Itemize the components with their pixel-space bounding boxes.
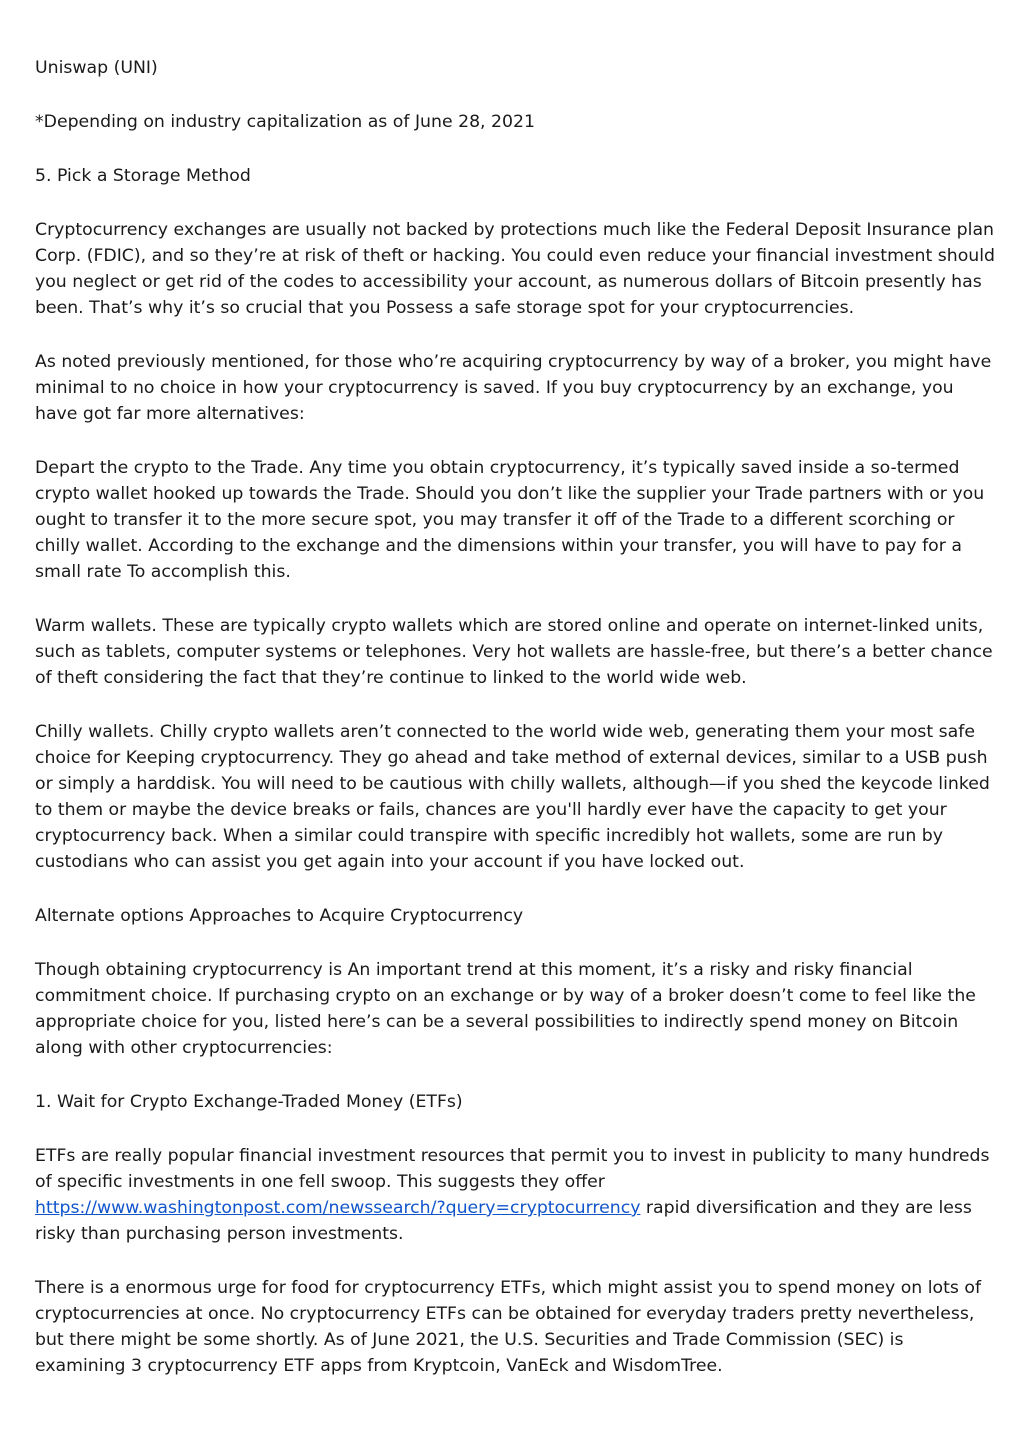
- section-heading-alternatives: Alternate options Approaches to Acquire Cryptocurrency: [35, 906, 524, 926]
- paragraph-etfs-text-before: ETFs are really popular financial investment resources that permit you to invest in publicity to many hundreds of specific investments in one fell swoop. This suggests they offer: [35, 1146, 990, 1192]
- washingtonpost-link[interactable]: https://www.washingtonpost.com/newssearch/?query=cryptocurrency: [35, 1198, 641, 1218]
- paragraph-exchange-risk: Cryptocurrency exchanges are usually not backed by protections much like the Federal Deposit Insurance plan Corp. (FDIC), and so they’re at risk of theft or hacking. You could even reduce your financial investment should you neglect or get rid of the codes to accessibility your account, as numerous dollars of Bitcoin presently has been. That’s why it’s so crucial that you Possess a safe storage spot for your cryptocurrencies.: [35, 220, 996, 318]
- paragraph-etf-demand: There is a enormous urge for food for cryptocurrency ETFs, which might assist you to spend money on lots of cryptocurrencies at once. No cryptocurrency ETFs can be obtained for everyday traders pretty nevertheless, but there might be some shortly. As of June 2021, the U.S. Securities and Trade Commission (SEC) is examining 3 cryptocurrency ETF apps from Kryptcoin, VanEck and WisdomTree.: [35, 1278, 982, 1376]
- paragraph-leave-on-exchange: Depart the crypto to the Trade. Any time you obtain cryptocurrency, it’s typically saved inside a so-termed crypto wallet hooked up towards the Trade. Should you don’t like the supplier your Trade partners with or you ought to transfer it to the more secure spot, you may transfer it off of the Trade to a different scorching or chilly wallet. According to the exchange and the dimensions within your transfer, you will have to pay for a small rate To accomplish this.: [35, 458, 985, 582]
- paragraph-alternatives-intro: Though obtaining cryptocurrency is An important trend at this moment, it’s a risky and risky financial commitment choice. If purchasing crypto on an exchange or by way of a broker doesn’t come to feel like the appropriate choice for you, listed here’s can be a several possibilities to indirectly spend money on Bitcoin along with other cryptocurrencies:: [35, 960, 976, 1058]
- paragraph-hot-wallets: Warm wallets. These are typically crypto wallets which are stored online and operate on internet-linked units, such as tablets, computer systems or telephones. Very hot wallets are hassle-free, but there’s a better chance of theft considering the fact that they’re continue to linked to the world wide web.: [35, 616, 993, 688]
- paragraph-etfs-text-after: rapid diversification and they are less risky than purchasing person investments.: [35, 1198, 972, 1244]
- paragraph-cold-wallets: Chilly wallets. Chilly crypto wallets aren’t connected to the world wide web, generating them your most safe choice for Keeping cryptocurrency. They go ahead and take method of external devices, similar to a USB push or simply a harddisk. You will need to be cautious with chilly wallets, although—if you shed the keycode linked to them or maybe the device breaks or fails, chances are you'll hardly ever have the capacity to get your cryptocurrency back. When a similar could transpire with specific incredibly hot wallets, some are run by custodians who can assist you get again into your account if you have locked out.: [35, 722, 990, 872]
- paragraph-footnote: *Depending on industry capitalization as of June 28, 2021: [35, 112, 536, 132]
- paragraph-etfs: [35, 1143, 995, 1247]
- document-body: [35, 55, 995, 1407]
- paragraph-broker-choice: As noted previously mentioned, for those who’re acquiring cryptocurrency by way of a broker, you might have minimal to no choice in how your cryptocurrency is saved. If you buy cryptocurrency by an exchange, you have got far more alternatives:: [35, 352, 992, 424]
- section-heading-storage: 5. Pick a Storage Method: [35, 166, 251, 186]
- section-heading-etfs: 1. Wait for Crypto Exchange-Traded Money (ETFs): [35, 1092, 463, 1112]
- paragraph-coin-name: Uniswap (UNI): [35, 58, 158, 78]
